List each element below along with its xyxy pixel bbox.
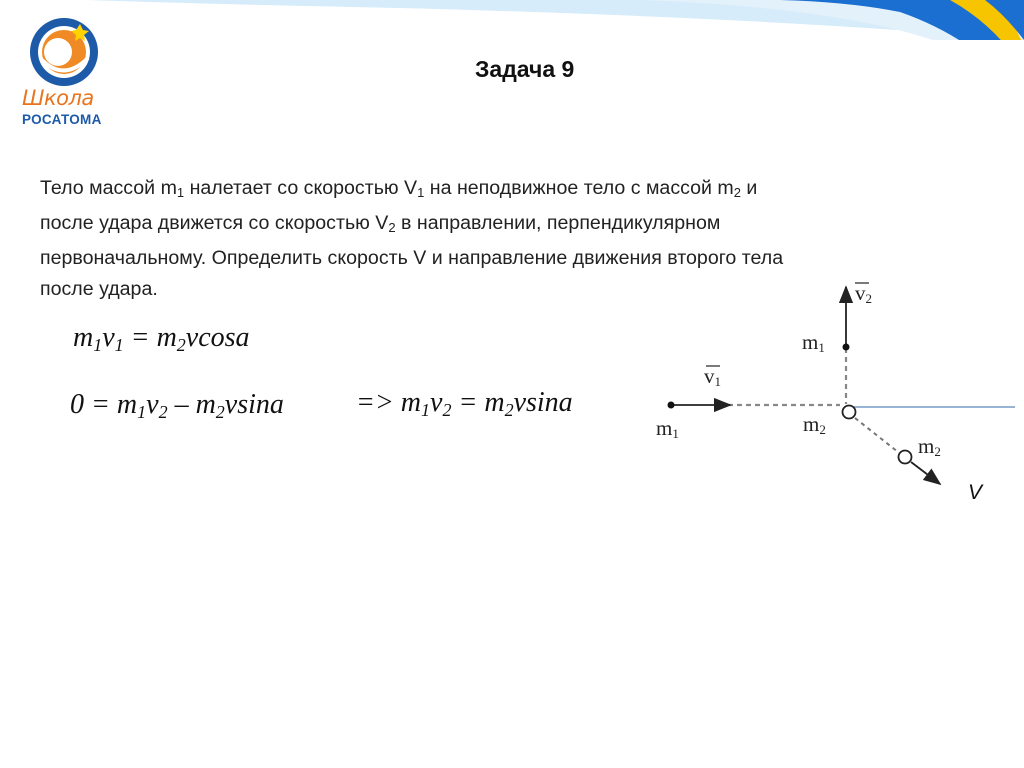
label-m2-center: $m_2$ <box>803 412 826 437</box>
velocity-v-arrow <box>911 462 940 484</box>
logo-subtitle: РОСАТОМА <box>22 112 102 127</box>
collision-diagram <box>640 270 1024 530</box>
label-m2-moving: $m_2$ <box>918 434 941 459</box>
label-m1-top: $m_1$ <box>802 330 825 355</box>
problem-line-2: после удара движется со скоростью $V_2$ в направлении, перпендикулярном <box>40 212 721 235</box>
label-v1: $v_1$ <box>704 364 721 389</box>
problem-line-3: первоначальному. Определить скорость V и направление движения второго тела <box>40 247 784 269</box>
label-v-result: V <box>968 481 983 504</box>
problem-line-4: после удара. <box>40 278 158 300</box>
logo-word: Школа <box>22 86 94 110</box>
page-title: Задача 9 <box>475 56 575 82</box>
mass-1-final-dot <box>843 344 850 351</box>
equation-momentum-y: $0 = m_1v_2 - m_2vsina$ <box>70 389 284 422</box>
mass-1-initial-dot <box>668 402 675 409</box>
problem-line-1: Тело массой $m_1$ налетает со скоростью $V_1$ на неподвижное тело с массой $m_2$ и <box>40 177 758 200</box>
mass-2-collision-point <box>843 406 856 419</box>
mass-2-path-dashed <box>855 418 898 452</box>
label-v2: $v_2$ <box>855 281 872 306</box>
label-m1-left: $m_1$ <box>656 416 679 441</box>
equation-result: => $m_1v_2 = m_2vsina$ <box>356 387 573 420</box>
equation-momentum-x: $m_1v_1 = m_2vcosa$ <box>73 322 250 355</box>
mass-2-moving <box>899 451 912 464</box>
